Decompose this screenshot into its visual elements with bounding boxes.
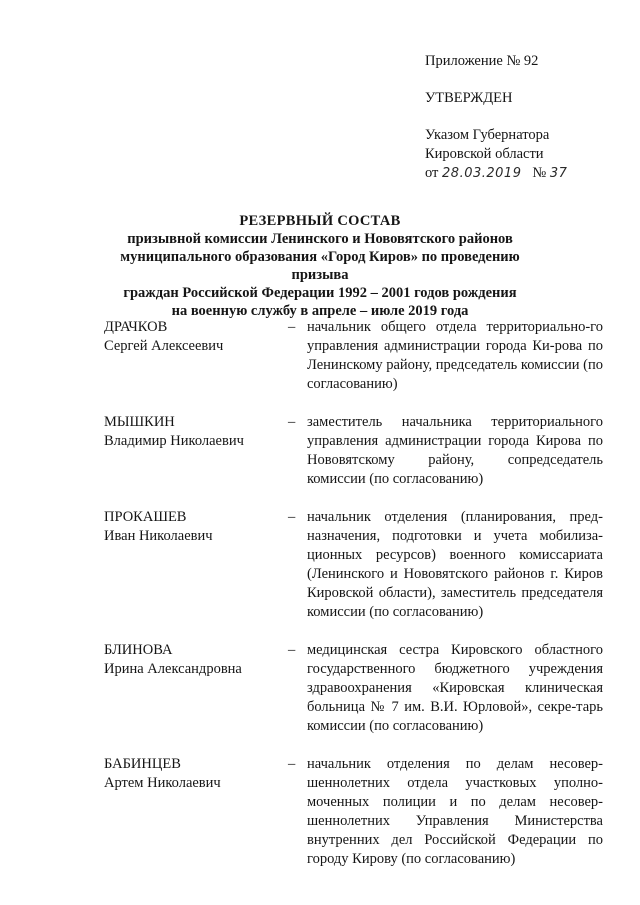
member-entry [104, 508, 604, 622]
title-line: на военную службу в апреле – июле 2019 года [171, 303, 469, 319]
member-name [104, 413, 284, 451]
member-name [104, 508, 284, 546]
decree-line-2: Кировской области [425, 146, 544, 162]
member-given-names: Артем Николаевич [104, 775, 221, 791]
approval-block [425, 52, 625, 183]
member-entry [104, 641, 604, 736]
member-surname: БЛИНОВА [104, 642, 173, 658]
member-dash: – [288, 509, 296, 525]
member-dash: – [288, 319, 296, 335]
member-role: заместитель начальника территориального управления администрации города Кирова по Нововятскому району, сопредседатель комиссии (по согласованию) [307, 414, 603, 487]
member-entry [104, 413, 604, 489]
appendix-number: Приложение № 92 [425, 53, 539, 69]
title-main: РЕЗЕРВНЫЙ СОСТАВ [239, 213, 401, 229]
member-entry [104, 318, 604, 394]
title-line: муниципального образования «Город Киров» по проведению призыва [120, 249, 520, 283]
member-surname: ДРАЧКОВ [104, 319, 168, 335]
handwritten-number: 37 [549, 166, 568, 181]
member-given-names: Владимир Николаевич [104, 433, 244, 449]
date-prefix: от [425, 165, 439, 181]
decree-line-1: Указом Губернатора [425, 127, 550, 143]
approved-stamp-text: УТВЕРЖДЕН [425, 90, 513, 106]
member-given-names: Иван Николаевич [104, 528, 213, 544]
title-line: призывной комиссии Ленинского и Нововятского районов [127, 231, 513, 247]
member-role: начальник отделения (планирования, пред-назначения, подготовки и учета мобилиза-ционных ресурсов) военного комиссариата (Ленинского и Нововятского районов г. Киров Кировской области), заместитель председателя комиссии (по согласованию) [307, 509, 603, 620]
member-surname: БАБИНЦЕВ [104, 756, 181, 772]
member-name [104, 755, 284, 793]
member-role: начальник общего отдела территориально-го управления администрации города Ки-рова по Ленинскому району, председатель комиссии (по согласованию) [307, 319, 603, 392]
member-dash: – [288, 756, 296, 772]
number-prefix: № [532, 165, 547, 181]
title-line: граждан Российской Федерации 1992 – 2001 годов рождения [123, 285, 517, 301]
member-role: начальник отделения по делам несовер-шеннолетних отдела участковых уполно-моченных полиции и по делам несовер-шеннолетних Управления Министерства внутренних дел Российской Федерации по городу Кирову (по согласованию) [307, 756, 603, 867]
member-dash: – [288, 414, 296, 430]
handwritten-date: 28.03.2019 [442, 166, 522, 181]
member-surname: ПРОКАШЕВ [104, 509, 187, 525]
member-given-names: Ирина Александровна [104, 661, 242, 677]
decree-date-line [425, 164, 625, 183]
member-surname: МЫШКИН [104, 414, 175, 430]
member-given-names: Сергей Алексеевич [104, 338, 224, 354]
member-name [104, 318, 284, 356]
member-name [104, 641, 284, 679]
document-title [90, 212, 550, 320]
member-dash: – [288, 642, 296, 658]
member-role: медицинская сестра Кировского областного государственного бюджетного учреждения здравоохранения «Кировская клиническая больница № 7 им. В.И. Юрловой», секре-тарь комиссии (по согласованию) [307, 642, 603, 734]
member-entry [104, 755, 604, 869]
members-list [104, 318, 604, 888]
